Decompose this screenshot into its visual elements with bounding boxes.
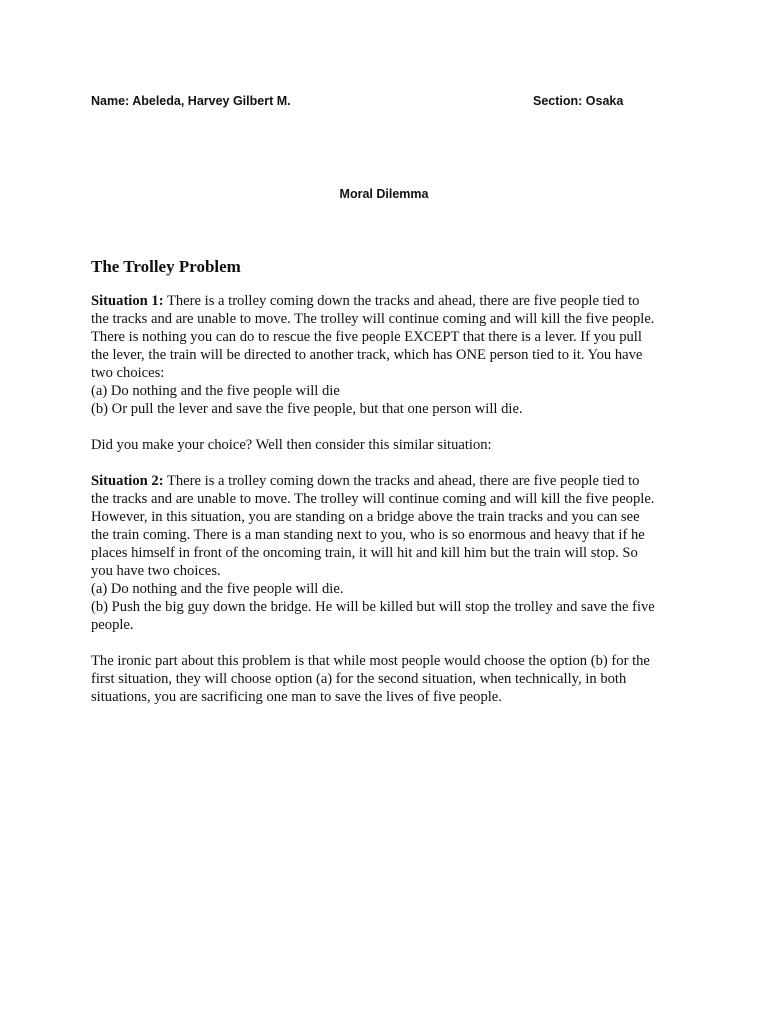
situation-1-line: two choices: bbox=[91, 365, 165, 381]
situation-2-line: you have two choices. bbox=[91, 563, 221, 579]
situation-2-line: However, in this situation, you are standing on a bridge above the train tracks and you can see bbox=[91, 509, 640, 525]
situation-2-line-1 bbox=[91, 472, 681, 490]
document-title: Moral Dilemma bbox=[339, 187, 429, 201]
transition-paragraph bbox=[91, 436, 681, 454]
document-body bbox=[91, 256, 681, 724]
situation-2-line: the train coming. There is a man standing next to you, who is so enormous and heavy that if he bbox=[91, 527, 645, 543]
situation-2-text: There is a trolley coming down the tracks and ahead, there are five people tied to bbox=[163, 473, 640, 489]
situation-2-line: places himself in front of the oncoming train, it will hit and kill him but the train will stop. So bbox=[91, 545, 638, 561]
situation-2-line: the tracks and are unable to move. The trolley will continue coming and will kill the five people. bbox=[91, 491, 655, 507]
situation-1-line: the lever, the train will be directed to another track, which has ONE person tied to it. You have bbox=[91, 347, 643, 363]
situation-2-option-a: (a) Do nothing and the five people will die. bbox=[91, 581, 344, 597]
situation-1-lead: Situation 1: bbox=[91, 293, 164, 309]
situation-1-text: There is a trolley coming down the tracks and ahead, there are five people tied to bbox=[163, 293, 640, 309]
conclusion-paragraph bbox=[91, 652, 681, 706]
student-name: Name: Abeleda, Harvey Gilbert M. bbox=[91, 94, 291, 108]
situation-2-option-b: (b) Push the big guy down the bridge. He will be killed but will stop the trolley and save the five bbox=[91, 599, 655, 615]
conclusion-line: The ironic part about this problem is that while most people would choose the option (b) for the bbox=[91, 653, 650, 669]
situation-1-option-b: (b) Or pull the lever and save the five people, but that one person will die. bbox=[91, 401, 523, 417]
situation-1-line: the tracks and are unable to move. The trolley will continue coming and will kill the five people. bbox=[91, 311, 655, 327]
conclusion-line: situations, you are sacrificing one man to save the lives of five people. bbox=[91, 689, 502, 705]
situation-2-paragraph bbox=[91, 472, 681, 634]
situation-1-line: There is nothing you can do to rescue the five people EXCEPT that there is a lever. If you pull bbox=[91, 329, 642, 345]
header bbox=[91, 94, 631, 112]
situation-1-line-1 bbox=[91, 292, 681, 310]
situation-1-option-a: (a) Do nothing and the five people will die bbox=[91, 383, 340, 399]
student-section: Section: Osaka bbox=[533, 94, 624, 108]
situation-1-paragraph bbox=[91, 292, 681, 418]
conclusion-line: first situation, they will choose option (a) for the second situation, when technically, in both bbox=[91, 671, 627, 687]
transition-line: Did you make your choice? Well then consider this similar situation: bbox=[91, 437, 492, 453]
problem-title: The Trolley Problem bbox=[91, 257, 241, 276]
situation-2-lead: Situation 2: bbox=[91, 473, 164, 489]
situation-2-option-b-cont: people. bbox=[91, 617, 134, 633]
